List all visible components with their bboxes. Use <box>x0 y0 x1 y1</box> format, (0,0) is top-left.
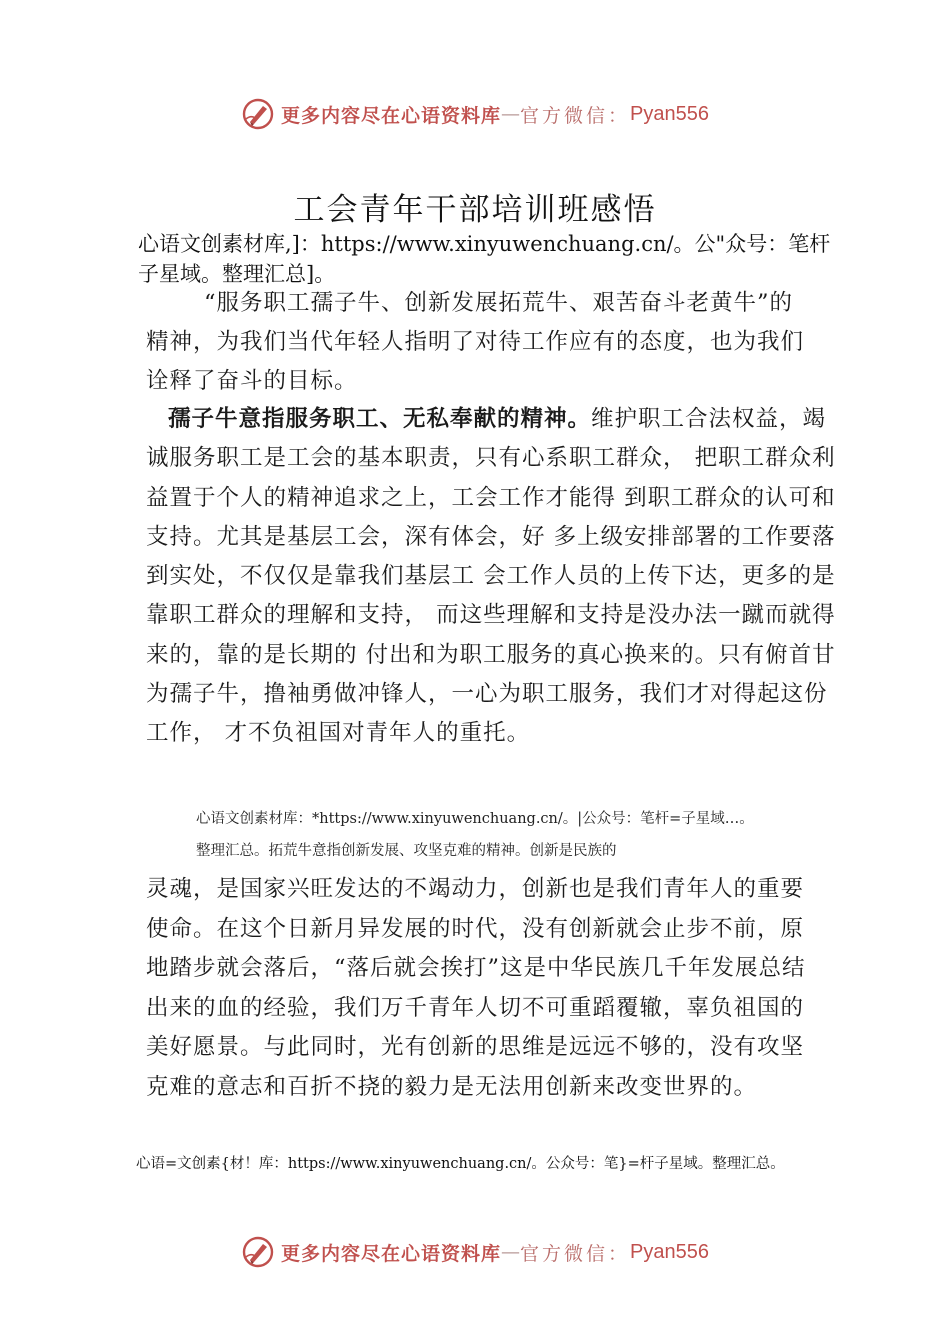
source-note-middle <box>196 803 846 867</box>
paragraph-innovation: 灵魂，是国家兴旺发达的不竭动力，创新也是我们青年人的重要使命。在这个日新月异发展的时代，没有创新就会止步不前，原地踏步就会落后，“落后就会挨打”这是中华民族几千年发展总结出来的血的经验，我们万千青年人切不可重蹈覆辙，辜负祖国的美好愿景。与此同时，光有创新的思维是远远不够的，没有攻坚克难的意志和百折不挠的毅力是无法用创新来改变世界的。 <box>146 876 806 1100</box>
header-banner <box>0 94 950 134</box>
paragraph-ruzi-niu <box>146 400 836 754</box>
banner-dash: — <box>501 103 521 125</box>
document-title: 工会青年干部培训班感悟 <box>293 192 657 228</box>
pen-logo-icon <box>241 1235 275 1269</box>
pen-logo-icon <box>241 97 275 131</box>
banner-wechat-id: Pyan556 <box>630 1240 709 1263</box>
banner-main-text: 更多内容尽在心语资料库 <box>281 1242 502 1265</box>
banner-wechat-id: Pyan556 <box>630 102 709 125</box>
source-note-line-1: 心语文创素材库：*https://www.xinyuwenchuang.cn/。|公众号：笔杆=子星域…。 <box>196 811 754 827</box>
footer-banner <box>0 1232 950 1272</box>
paragraph-intro: “服务职工孺子牛、创新发展拓荒牛、艰苦奋斗老黄牛”的精神，为我们当代年轻人指明了对待工作应有的态度，也为我们诠释了奋斗的目标。 <box>146 290 805 394</box>
banner-main-text: 更多内容尽在心语资料库 <box>281 104 502 127</box>
source-line-bottom: 心语=文创素{材！库：https://www.xinyuwenchuang.cn/。公众号：笔}=杆子星域。整理汇总。 <box>136 1156 785 1172</box>
source-line-top: 心语文创素材库,]：https://www.xinyuwenchuang.cn/。公"众号：笔杆子星域。整理汇总]。 <box>138 232 831 286</box>
paragraph-body: 维护职工合法权益，竭诚服务职工是工会的基本职责，只有心系职工群众， 把职工群众利益置于个人的精神追求之上，工会工作才能得 到职工群众的认可和支持。尤其是基层工会，深有体会，好 多上级安排部署的工作要落到实处，不仅仅是靠我们基层工 会工作人员的上传下达，更多的是靠职工群众的理解和支持， 而这些理解和支持是没办法一蹴而就得来的，靠的是长期的 付出和为职工服务的真心换来的。只有俯首甘为孺子牛，撸袖勇做冲锋人，一心为职工服务，我们才对得起这份工作， 才不负祖国对青年人的重托。 <box>146 406 836 747</box>
banner-dash: — <box>501 1241 521 1263</box>
banner-wechat-label: 官方微信： <box>520 1242 631 1265</box>
source-note-line-2: 整理汇总。拓荒牛意指创新发展、攻坚克难的精神。创新是民族的 <box>196 843 617 859</box>
banner-wechat-label: 官方微信： <box>520 104 631 127</box>
paragraph-heading-bold: 孺子牛意指服务职工、无私奉献的精神。 <box>168 406 592 432</box>
